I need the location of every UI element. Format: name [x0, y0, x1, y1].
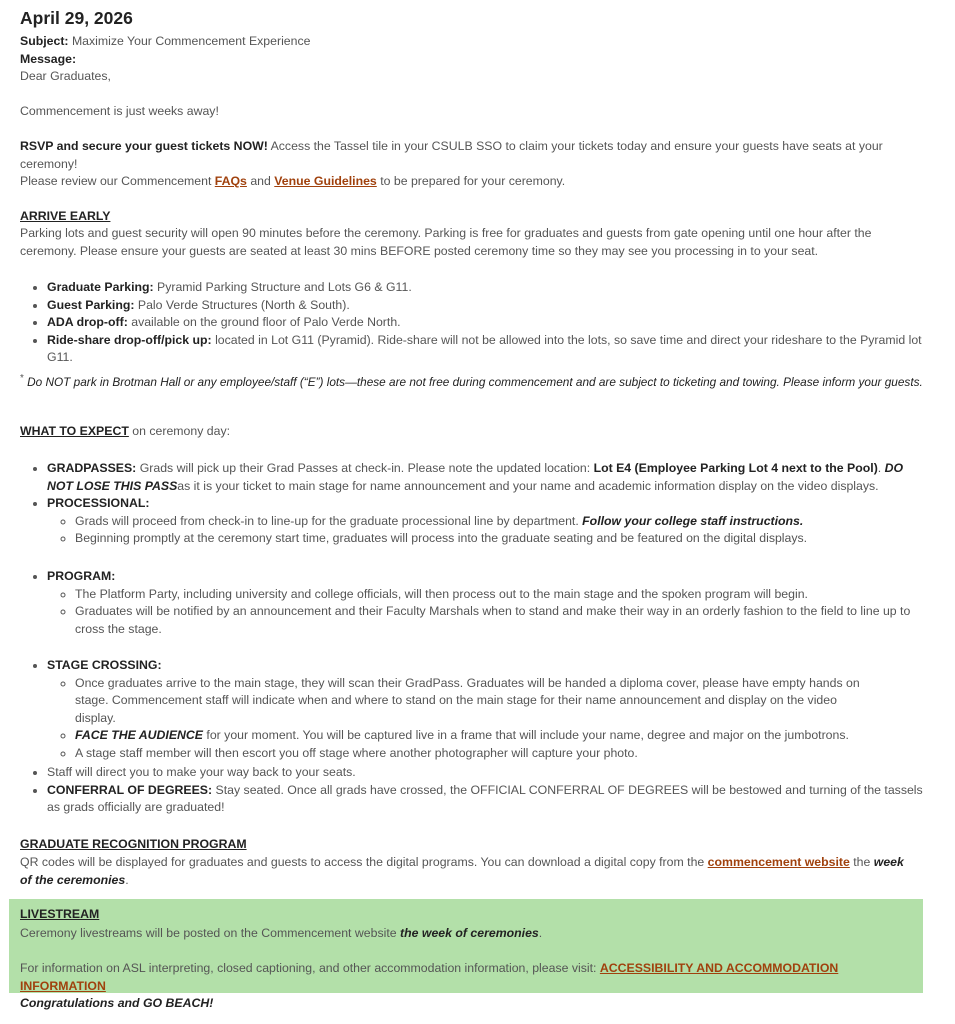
weeks-away-text: Commencement is just weeks away!	[20, 104, 219, 118]
greeting: Dear Graduates,	[20, 69, 111, 83]
list-item-conferral: • CONFERRAL OF DEGREES: Stay seated. Once all grads have crossed, the OFFICIAL CONFERRAL OF DEGREES will be bestowed and turning of the tassels as grads officially are graduated!	[47, 782, 925, 817]
what-to-expect-heading: WHAT TO EXPECT on ceremony day:	[20, 424, 231, 438]
list-item-processional: • PROCESSIONAL: ◦ Grads will proceed from check-in to line-up for the graduate processional line by department. Follow your college staff instructions. ◦ Beginning promptly at the ceremony start time, graduates will process into the graduate seating and be featured on the digital displays.	[47, 495, 920, 548]
sub-list-item: ◦ FACE THE AUDIENCE for your moment. You will be captured live in a frame that will include your name, degree and major on the jumbotrons.	[75, 727, 880, 745]
sub-list-item: ◦ Graduates will be notified by an announcement and their Faculty Marshals when to stand and make their way in an orderly fashion to the field to line up to cross the stage.	[75, 603, 925, 638]
arrive-early-heading: ARRIVE EARLY	[20, 209, 111, 223]
commencement-website-link[interactable]: commencement website	[707, 855, 850, 869]
sub-list-item: ◦ Once graduates arrive to the main stage, they will scan their GradPass. Graduates will be handed a diploma cover, please have empty hands on stage. Commencement staff will indicate when and where to stand on the main stage for their name announcement and display on the video display.	[75, 675, 880, 728]
livestream-heading: LIVESTREAM	[20, 907, 100, 921]
review-paragraph: Please review our Commencement FAQs and Venue Guidelines to be prepared for your ceremony.	[20, 174, 566, 188]
expect-list-4	[20, 764, 925, 817]
list-item: • ADA drop-off: available on the ground floor of Palo Verde North.	[47, 314, 930, 332]
sub-list-item: ◦ Beginning promptly at the ceremony start time, graduates will process into the graduate seating and be featured on the digital displays.	[75, 530, 920, 548]
arrive-early-text: Parking lots and guest security will open 90 minutes before the ceremony. Parking is free for graduates and guests from gate opening until one hour after the ceremony. Please ensure your guests are seated at least 30 mins BEFORE posted ceremony time so they may see you processing in to your seat.	[20, 226, 872, 258]
subject-text: Maximize Your Commencement Experience	[71, 34, 311, 48]
parking-list	[20, 279, 930, 367]
list-item-stage-crossing: • STAGE CROSSING: ◦ Once graduates arrive to the main stage, they will scan their GradPass. Graduates will be handed a diploma cover, please have empty hands on stage. Commencement staff will indicate when and where to stand on the main stage for their name announcement and display on the video display. ◦ FACE THE AUDIENCE for your moment. You will be captured live in a frame that will include your name, degree and major on the jumbotrons. ◦ A stage staff member will then escort you off stage where another photographer will capture your photo.	[47, 657, 880, 763]
faqs-link[interactable]: FAQs	[214, 174, 247, 188]
venue-guidelines-link[interactable]: Venue Guidelines	[274, 174, 377, 188]
message-label: Message:	[20, 52, 77, 66]
recognition-text: QR codes will be displayed for graduates and guests to access the digital programs. You can download a digital copy from the commencement website the week of the ceremonies.	[20, 855, 904, 887]
parking-note: * Do NOT park in Brotman Hall or any employee/staff (“E”) lots—these are not free during commencement and are subject to ticketing and towing. Please inform your guests.	[20, 373, 923, 389]
livestream-text: Ceremony livestreams will be posted on the Commencement website the week of ceremonies.	[20, 926, 543, 940]
sub-list-item: ◦ Grads will proceed from check-in to line-up for the graduate processional line by department. Follow your college staff instructions.	[75, 513, 920, 531]
accommodation-text: For information on ASL interpreting, closed captioning, and other accommodation information, please visit: ACCESSIBILITY AND ACCOMMODATION INFORMATION	[20, 961, 839, 993]
expect-list-1	[20, 460, 920, 548]
list-item-staff: • Staff will direct you to make your way back to your seats.	[47, 764, 925, 782]
subject-line	[20, 33, 925, 51]
list-item: • Guest Parking: Palo Verde Structures (North & South).	[47, 297, 930, 315]
accessibility-link[interactable]: ACCESSIBILITY AND ACCOMMODATION INFORMATION	[20, 961, 839, 993]
list-item: • Ride-share drop-off/pick up: located in Lot G11 (Pyramid). Ride-share will not be allowed into the lots, so save time and direct your rideshare to the Pyramid lot G11.	[47, 332, 930, 367]
subject-label: Subject:	[20, 34, 69, 48]
closing-line: Congratulations and GO BEACH!	[20, 996, 214, 1010]
sub-list-item: ◦ The Platform Party, including university and college officials, will then process out to the main stage and the spoken program will begin.	[75, 586, 925, 604]
email-date: April 29, 2026	[20, 8, 133, 28]
expect-list-2	[20, 568, 925, 638]
list-item-gradpasses: • GRADPASSES: Grads will pick up their Grad Passes at check-in. Please note the updated location: Lot E4 (Employee Parking Lot 4 next to the Pool). DO NOT LOSE THIS PASSas it is your ticket to main stage for name announcement and your name and academic information display on the video displays.	[47, 460, 920, 495]
list-item-program: • PROGRAM: ◦ The Platform Party, including university and college officials, will then process out to the main stage and the spoken program will begin. ◦ Graduates will be notified by an announcement and their Faculty Marshals when to stand and make their way in an orderly fashion to the field to line up to cross the stage.	[47, 568, 925, 638]
recognition-heading: GRADUATE RECOGNITION PROGRAM	[20, 837, 247, 851]
expect-list-3	[20, 657, 880, 763]
sub-list-item: ◦ A stage staff member will then escort you off stage where another photographer will capture your photo.	[75, 745, 880, 763]
rsvp-bold: RSVP and secure your guest tickets NOW!	[20, 139, 268, 153]
list-item: • Graduate Parking: Pyramid Parking Structure and Lots G6 & G11.	[47, 279, 930, 297]
rsvp-paragraph: RSVP and secure your guest tickets NOW! Access the Tassel tile in your CSULB SSO to claim your tickets today and ensure your guests have seats at your ceremony!	[20, 139, 883, 171]
